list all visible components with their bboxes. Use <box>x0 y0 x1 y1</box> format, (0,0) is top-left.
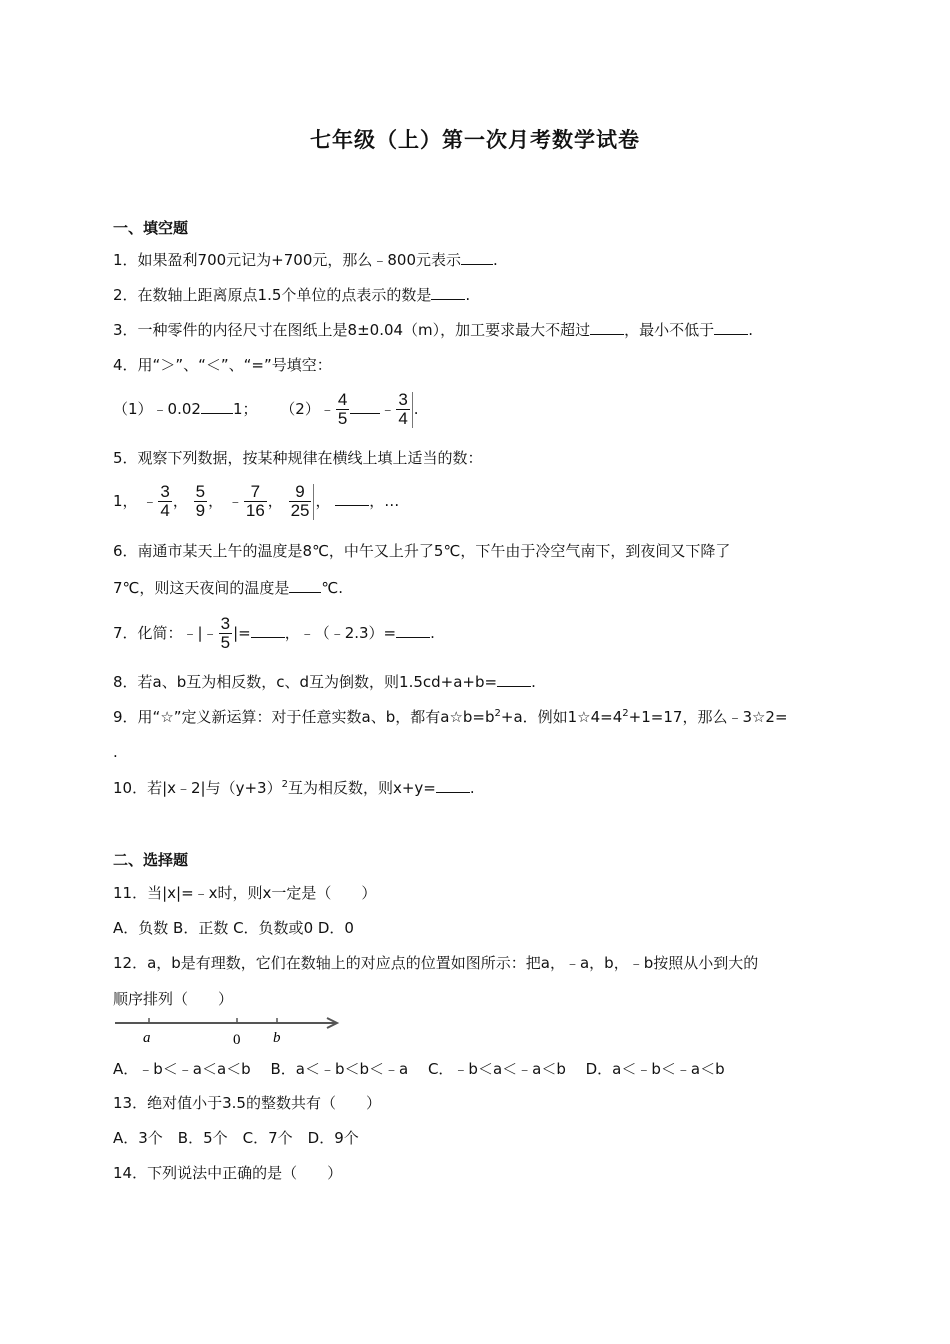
answer-blank[interactable] <box>436 778 470 793</box>
question-7: 7．化简：﹣|﹣ $\frac{3}{5}$ |= ，﹣（﹣2.3）= . <box>113 614 435 652</box>
fraction: $\frac{4}{5}$ <box>337 390 348 428</box>
question-6: 6．南通市某天上午的温度是8℃，中午又上升了5℃，下午由于冷空气南下，到夜间又下降了 <box>113 542 731 560</box>
question-9-cont: . <box>113 743 118 761</box>
question-4: 4．用“＞”、“＜”、“=”号填空： <box>113 356 332 374</box>
question-13-options: A．3个 B．5个 C．7个 D．9个 <box>113 1129 359 1147</box>
fraction: $\frac{3}{4}$ <box>160 482 170 520</box>
origin-label: 0 <box>233 1032 241 1046</box>
answer-blank[interactable] <box>396 623 430 638</box>
question-5-sequence: 1， ﹣ $\frac{3}{4}$ ， $\frac{5}{9}$ ， ﹣ $\frac{7}{16}$ ， $\frac{9}{25}$ ， ，… <box>113 482 400 520</box>
fraction: $\frac{9}{25}$ <box>290 482 310 520</box>
fraction: $\frac{7}{16}$ <box>245 482 265 520</box>
point-a-label: a <box>143 1030 151 1046</box>
question-1: 1．如果盈利700元记为+700元，那么﹣800元表示 . <box>113 251 498 269</box>
question-12-cont: 顺序排列（ ） <box>113 990 234 1008</box>
fraction: $\frac{3}{4}$ <box>398 390 408 428</box>
fraction: $\frac{3}{5}$ <box>220 614 231 652</box>
question-5: 5．观察下列数据，按某种规律在横线上填上适当的数： <box>113 449 483 467</box>
answer-blank[interactable] <box>497 672 531 687</box>
answer-blank[interactable] <box>350 399 380 414</box>
answer-blank[interactable] <box>461 250 493 265</box>
question-13: 13．绝对值小于3.5的整数共有（ ） <box>113 1094 381 1112</box>
answer-blank[interactable] <box>714 320 748 335</box>
fraction: $\frac{5}{9}$ <box>195 482 206 520</box>
question-3: 3．一种零件的内径尺寸在图纸上是8±0.04（m），加工要求最大不超过 ，最小不低于 . <box>113 321 753 339</box>
answer-blank[interactable] <box>289 578 321 593</box>
question-9: 9．用“☆”定义新运算：对于任意实数a、b，都有$a☆b=b^2+a$．例如$1☆4=4^2+1=17$，那么﹣3☆2= <box>113 708 788 726</box>
answer-blank[interactable] <box>590 320 624 335</box>
question-2: 2．在数轴上距离原点1.5个单位的点表示的数是 . <box>113 286 471 304</box>
question-12: 12．a，b是有理数，它们在数轴上的对应点的位置如图所示：把a，﹣a，b，﹣b按照从小到大的 <box>113 954 759 972</box>
question-6-cont: 7℃，则这天夜间的温度是 ℃. <box>113 579 344 597</box>
answer-blank[interactable] <box>251 623 285 638</box>
answer-blank[interactable] <box>431 285 465 300</box>
answer-blank[interactable] <box>201 399 233 414</box>
question-4-parts: （1）﹣0.02 1； （2）﹣ $\frac{4}{5}$ ﹣ $\frac{3}{4}$ . <box>113 390 419 428</box>
point-b-label: b <box>273 1030 281 1046</box>
question-12-options: A．﹣b＜﹣a＜a＜b B．a＜﹣b＜b＜﹣a C．﹣b＜a＜﹣a＜b D．a＜﹣b＜﹣a＜b <box>113 1060 725 1078</box>
question-11-options: A．负数 B．正数 C．负数或0 D．0 <box>113 919 354 937</box>
question-8: 8．若a、b互为相反数，c、d互为倒数，则1.5cd+a+b= . <box>113 673 536 691</box>
question-14: 14．下列说法中正确的是（ ） <box>113 1164 343 1182</box>
number-line-figure <box>113 1014 345 1046</box>
section-heading-fill: 一、填空题 <box>113 219 189 237</box>
question-11: 11．当|x|=﹣x时，则x一定是（ ） <box>113 884 377 902</box>
section-heading-choice: 二、选择题 <box>113 851 189 869</box>
answer-blank[interactable] <box>335 491 369 506</box>
page-title: 七年级（上）第一次月考数学试卷 <box>310 128 640 152</box>
question-10: 10．若|x﹣2|与$(y+3)^2$互为相反数，则x+y= . <box>113 779 475 797</box>
